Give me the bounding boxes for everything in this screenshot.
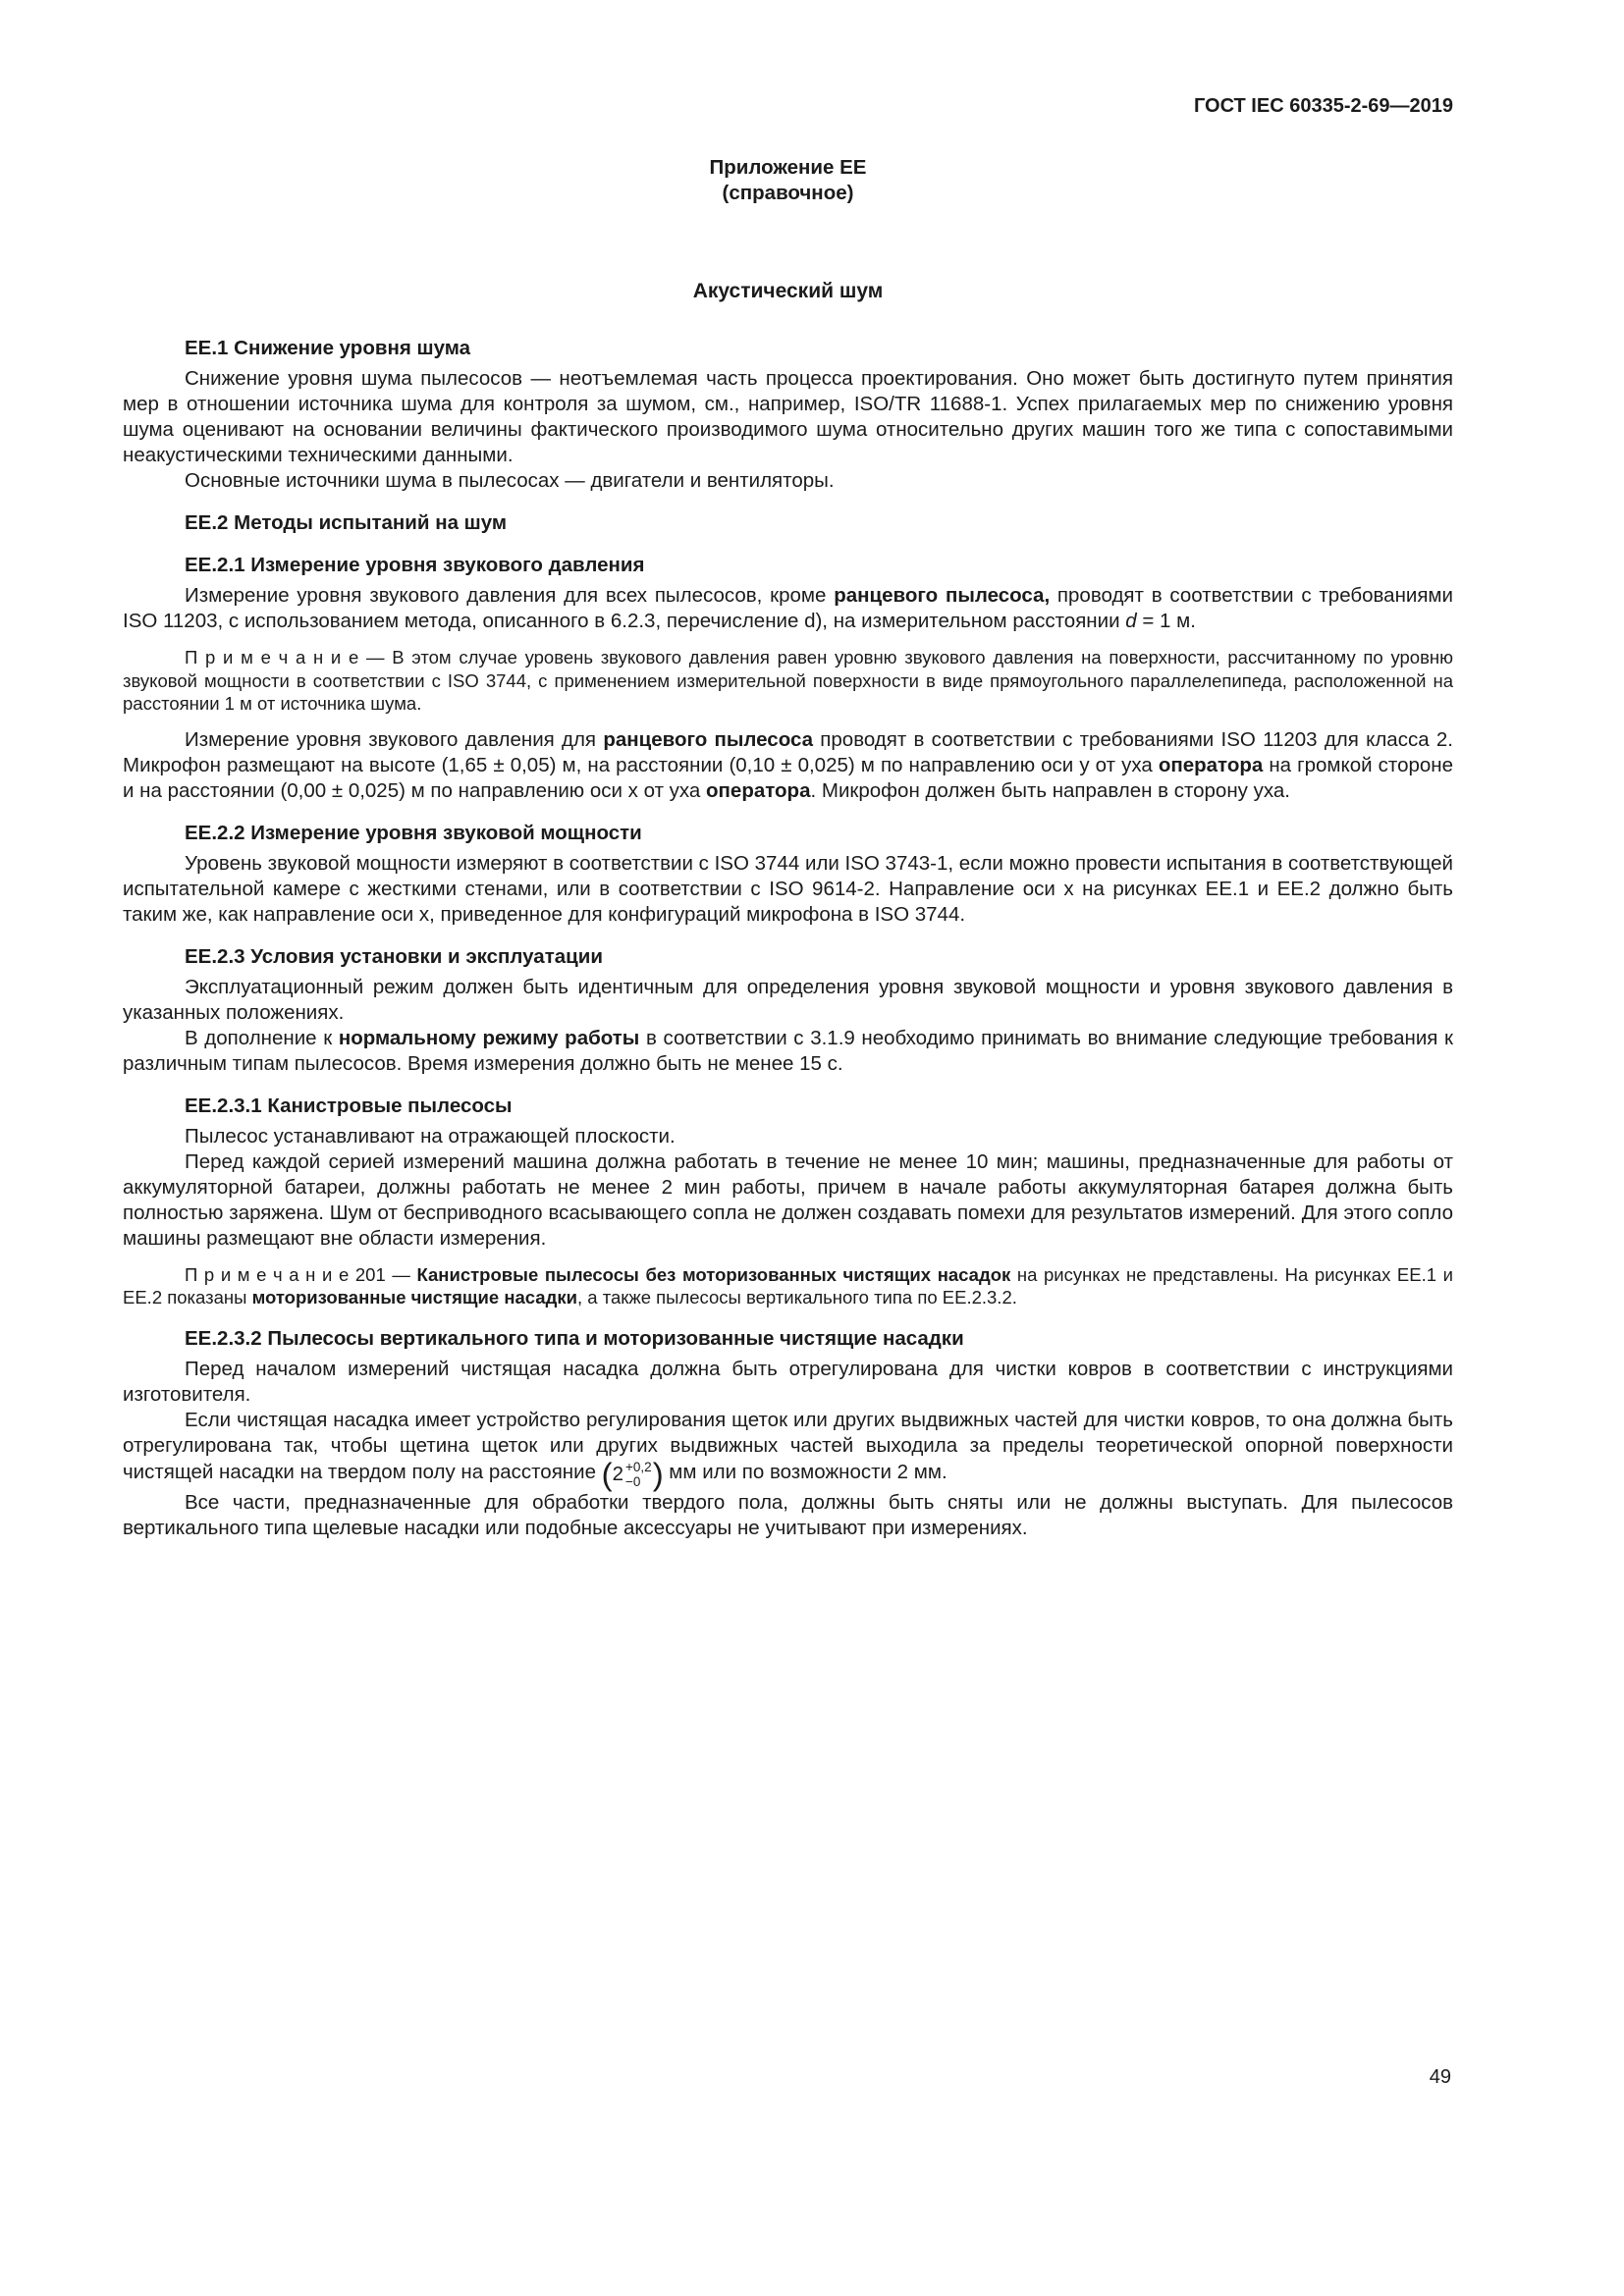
text-run: в соответствии с 3.1.9 необходимо принимать во внимание следующие требования к различным типам пылесосов. Время измерения должно быть не менее 15 с. bbox=[123, 1026, 1453, 1075]
text-run: . Микрофон должен быть направлен в сторону уха. bbox=[810, 778, 1290, 802]
paragraph bbox=[123, 1124, 1453, 1149]
note-paragraph bbox=[123, 1263, 1453, 1309]
text-run: мм или по возможности 2 мм. bbox=[663, 1460, 947, 1483]
section-heading bbox=[123, 553, 1453, 578]
annex-title: Акустический шум bbox=[692, 280, 884, 302]
text-run: Если чистящая насадка имеет устройство регулирования щеток или других выдвижных частей для чистки ковров, то она должна быть отрегулирована так, чтобы щетина щеток или других выдвижных частей выходила за пределы теоретической опорной поверхности чистящей насадки на твердом полу на расстояние bbox=[123, 1408, 1453, 1483]
paragraph bbox=[123, 1357, 1453, 1408]
text-run: ЕЕ.2.3.1 Канистровые пылесосы bbox=[185, 1094, 513, 1117]
paragraph bbox=[123, 1408, 1453, 1491]
tolerance-notation: ( 2 +0,2 −0 ) bbox=[601, 1455, 664, 1492]
bold-text-run: ранцевого пылесоса, bbox=[834, 584, 1051, 607]
document-standard-number: ГОСТ IEC 60335-2-69—2019 bbox=[1193, 95, 1453, 117]
text-run: П р и м е ч а н и е 201 — bbox=[185, 1263, 417, 1285]
paragraph bbox=[123, 1026, 1453, 1077]
text-run: Все части, предназначенные для обработки твердого пола, должны быть сняты или не должны выступать. Для пылесосов вертикального типа щелевые насадки или подобные аксессуары не учитывают при измерениях. bbox=[123, 1491, 1453, 1540]
annex-kind: (справочное) bbox=[722, 182, 854, 204]
section-heading bbox=[123, 336, 1453, 361]
text-run: на рисунках не представлены. На рисунках ЕЕ.1 и ЕЕ.2 показаны bbox=[123, 1263, 1453, 1308]
section-heading bbox=[123, 1094, 1453, 1119]
text-run: Снижение уровня шума пылесосов — неотъемлемая часть процесса проектирования. Оно может быть достигнуто путем принятия мер в отношении источника шума для контроля за шумом, см., например, ISO/TR 11688-1. Успех прилагаемых мер по снижению уровня шума оценивают на основании величины фактического производимого шума относительно других машин того же типа с сопоставимыми неакустическими техническими данными. bbox=[123, 367, 1453, 466]
text-run: , а также пылесосы вертикального типа по ЕЕ.2.3.2. bbox=[576, 1287, 1017, 1308]
text-run: Пылесос устанавливают на отражающей плоскости. bbox=[185, 1124, 676, 1148]
text-run: ЕЕ.2 Методы испытаний на шум bbox=[185, 511, 508, 534]
page-number: 49 bbox=[1429, 2066, 1451, 2088]
paragraph bbox=[123, 975, 1453, 1026]
text-run: на громкой стороне и на расстоянии (0,00 ± 0,025) м по направлению оси х от уха bbox=[123, 753, 1453, 802]
bold-text-run: ранцевого пылесоса bbox=[603, 727, 814, 751]
paragraph bbox=[123, 1490, 1453, 1541]
bold-text-run: оператора bbox=[1158, 753, 1264, 776]
text-run: П р и м е ч а н и е — В этом случае уровень звукового давления равен уровню звукового давления на поверхности, рассчитанному по уровню звуковой мощности в соответствии с ISO 3744, с применением измерительной поверхности в виде прямоугольного параллелепипеда, расположенной на расстоянии 1 м от источника шума. bbox=[123, 647, 1453, 714]
text-run: ЕЕ.2.1 Измерение уровня звукового давления bbox=[185, 554, 645, 576]
text-run: Перед каждой серией измерений машина должна работать в течение не менее 10 мин; машины, предназначенные для работы от аккумуляторной батареи, должны работать не менее 2 мин работы, причем в начале работы аккумуляторная батарея должна быть полностью заряжена. Шум от бесприводного всасывающего сопла не должен создавать помехи для результатов измерений. Для этого сопло машины размещают вне области измерения. bbox=[123, 1149, 1453, 1250]
text-run: ЕЕ.2.2 Измерение уровня звуковой мощности bbox=[185, 821, 642, 844]
bold-text-run: Канистровые пылесосы без моторизованных чистящих насадок bbox=[416, 1263, 1011, 1285]
paragraph bbox=[123, 468, 1453, 494]
bold-text-run: моторизованные чистящие насадки bbox=[251, 1287, 577, 1308]
paragraph bbox=[123, 727, 1453, 804]
note-paragraph bbox=[123, 646, 1453, 716]
section-heading bbox=[123, 944, 1453, 970]
bold-text-run: оператора bbox=[706, 778, 811, 802]
section-heading bbox=[123, 510, 1453, 536]
text-run: ЕЕ.1 Снижение уровня шума bbox=[185, 337, 471, 359]
text-run: Измерение уровня звукового давления для всех пылесосов, кроме bbox=[185, 584, 835, 607]
section-heading bbox=[123, 1326, 1453, 1352]
text-run: Перед началом измерений чистящая насадка должна быть отрегулирована для чистки ковров в соответствии с инструкциями изготовителя. bbox=[123, 1357, 1453, 1406]
text-run: Основные источники шума в пылесосах — двигатели и вентиляторы. bbox=[185, 469, 835, 492]
paragraph bbox=[123, 583, 1453, 634]
text-run: Измерение уровня звукового давления для bbox=[185, 727, 604, 751]
italic-text-run: d bbox=[1125, 610, 1137, 632]
text-run: ЕЕ.2.3 Условия установки и эксплуатации bbox=[185, 944, 603, 968]
text-run: = 1 м. bbox=[1136, 610, 1196, 632]
text-run: Уровень звуковой мощности измеряют в соответствии с ISO 3744 или ISO 3743-1, если можно провести испытания в соответствующей испытательной камере с жесткими стенами, или в соответствии с ISO 9614-2. Направление оси х на рисунках ЕЕ.1 и ЕЕ.2 должно быть таким же, как направление оси х, приведенное для конфигураций микрофона в ISO 3744. bbox=[123, 851, 1453, 926]
document-body bbox=[123, 336, 1453, 1541]
annex-label: Приложение ЕЕ bbox=[709, 156, 867, 179]
text-run: проводят в соответствии с требованиями ISO 11203 для класса 2. Микрофон размещают на высоте (1,65 ± 0,05) м, на расстоянии (0,10 ± 0,025) м по направлению оси у от уха bbox=[123, 727, 1453, 776]
section-heading bbox=[123, 821, 1453, 846]
text-run: проводят в соответствии с требованиями ISO 11203, с использованием метода, описанного в 6.2.3, перечисление d), на измерительном расстоянии bbox=[123, 584, 1453, 632]
text-run: ЕЕ.2.3.2 Пылесосы вертикального типа и моторизованные чистящие насадки bbox=[185, 1326, 964, 1350]
bold-text-run: нормальному режиму работы bbox=[338, 1026, 640, 1049]
text-run: В дополнение к bbox=[185, 1026, 339, 1049]
paragraph bbox=[123, 366, 1453, 468]
paragraph bbox=[123, 851, 1453, 928]
paragraph bbox=[123, 1149, 1453, 1252]
text-run: Эксплуатационный режим должен быть идентичным для определения уровня звуковой мощности и уровня звукового давления в указанных положениях. bbox=[123, 975, 1453, 1024]
